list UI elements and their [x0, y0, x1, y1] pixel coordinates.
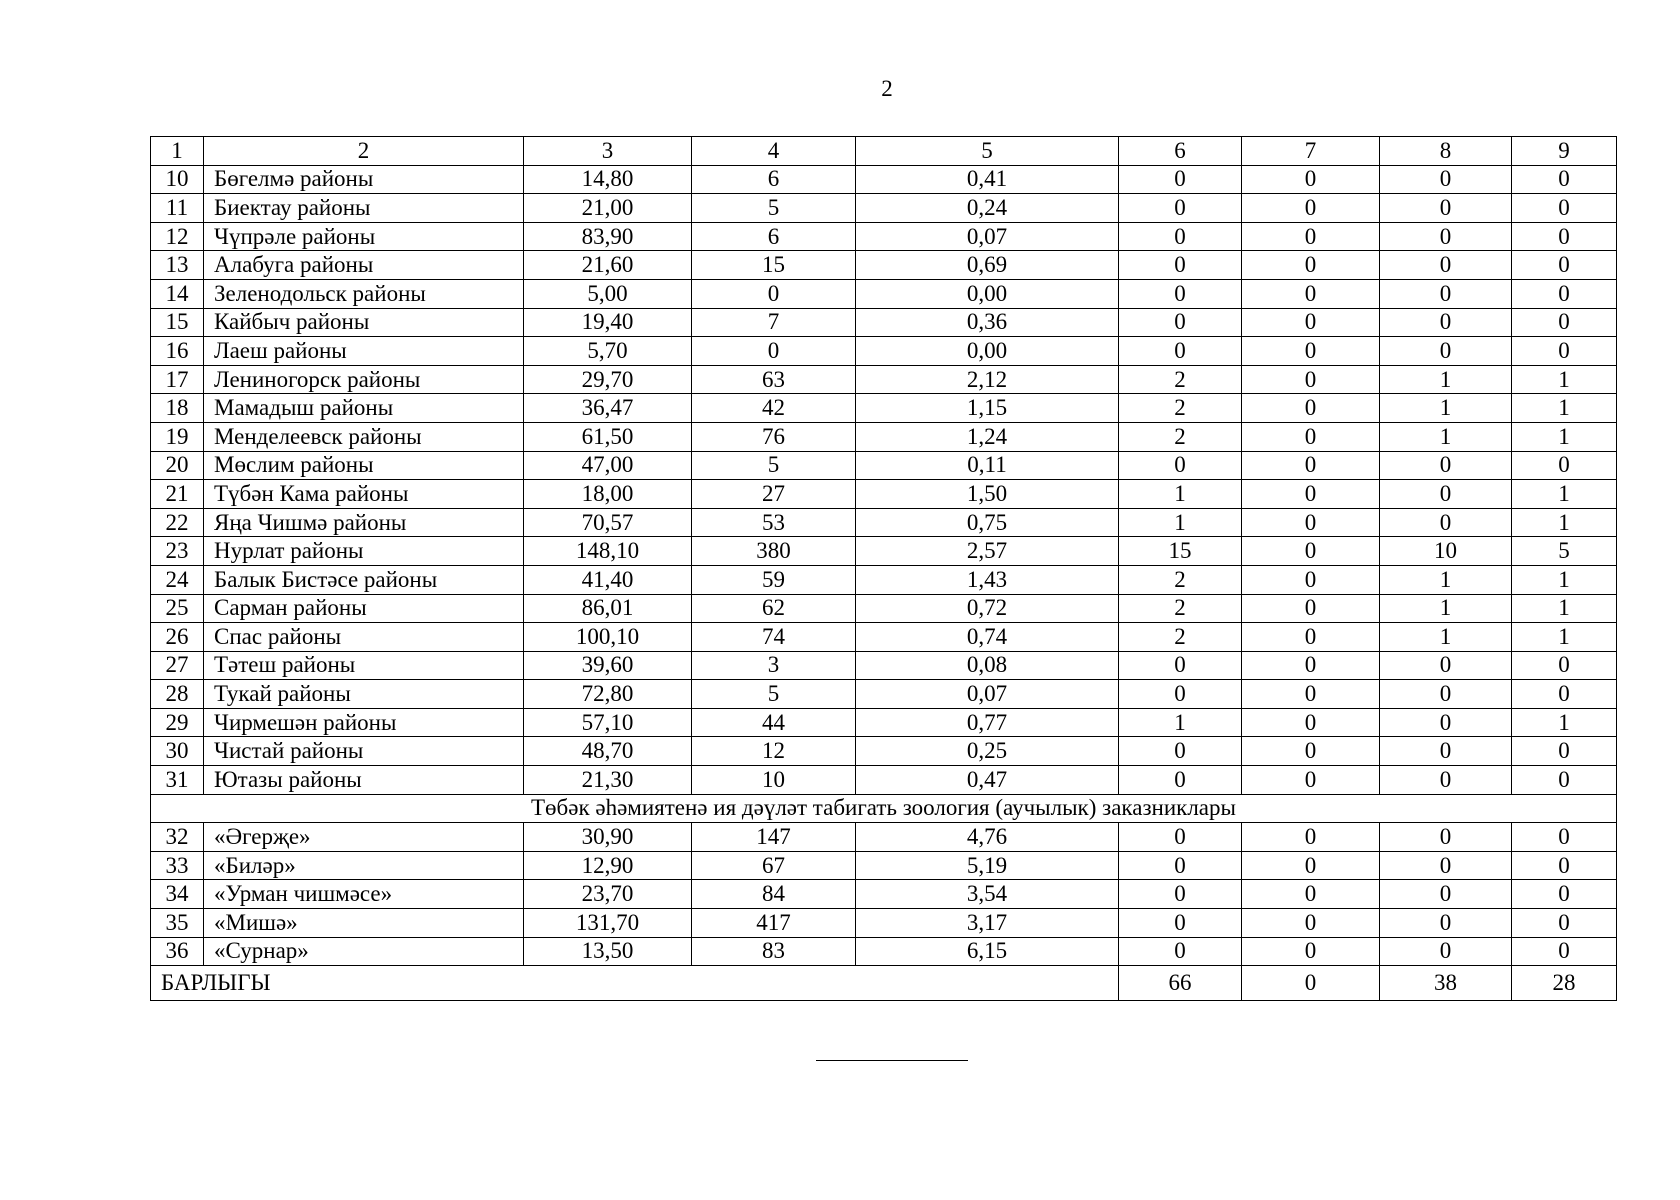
col-4-cell: 380 [692, 537, 856, 566]
table-body [151, 137, 1617, 1001]
col-6-cell: 1 [1119, 708, 1242, 737]
col-7-cell: 0 [1242, 165, 1380, 194]
col-4-cell: 74 [692, 623, 856, 652]
total-row [151, 966, 1617, 1001]
col-9-cell: 1 [1512, 565, 1617, 594]
col-9-cell: 1 [1512, 394, 1617, 423]
name-cell: Лаеш районы [204, 337, 524, 366]
name-cell: Спас районы [204, 623, 524, 652]
row-number-cell: 15 [151, 308, 204, 337]
col-6-cell: 2 [1119, 394, 1242, 423]
col-6-cell: 2 [1119, 365, 1242, 394]
row-number-cell: 23 [151, 537, 204, 566]
column-number-cell: 3 [524, 137, 692, 166]
table-row [151, 251, 1617, 280]
col-9-cell: 0 [1512, 880, 1617, 909]
name-cell: Кайбыч районы [204, 308, 524, 337]
col-6-cell: 0 [1119, 279, 1242, 308]
table-row [151, 222, 1617, 251]
row-number-cell: 26 [151, 623, 204, 652]
col-3-cell: 70,57 [524, 508, 692, 537]
row-number-cell: 27 [151, 651, 204, 680]
table-row [151, 565, 1617, 594]
col-7-cell: 0 [1242, 251, 1380, 280]
col-3-cell: 23,70 [524, 880, 692, 909]
col-3-cell: 13,50 [524, 937, 692, 966]
col-8-cell: 0 [1380, 823, 1512, 852]
footer-rule [816, 1060, 968, 1061]
table-row [151, 308, 1617, 337]
col-8-cell: 1 [1380, 623, 1512, 652]
name-cell: Нурлат районы [204, 537, 524, 566]
col-4-cell: 0 [692, 279, 856, 308]
col-6-cell: 0 [1119, 766, 1242, 795]
col-7-cell: 0 [1242, 308, 1380, 337]
section-row [151, 794, 1617, 823]
col-4-cell: 53 [692, 508, 856, 537]
table-row [151, 365, 1617, 394]
table-row [151, 480, 1617, 509]
col-8-cell: 1 [1380, 594, 1512, 623]
row-number-cell: 33 [151, 851, 204, 880]
col-4-cell: 44 [692, 708, 856, 737]
col-9-cell: 0 [1512, 222, 1617, 251]
col-6-cell: 2 [1119, 565, 1242, 594]
page-number: 2 [881, 76, 893, 101]
col-6-cell: 0 [1119, 737, 1242, 766]
table-row [151, 422, 1617, 451]
col-5-cell: 0,77 [856, 708, 1119, 737]
col-8-cell: 0 [1380, 651, 1512, 680]
name-cell: Биектау районы [204, 194, 524, 223]
name-cell: Зеленодольск районы [204, 279, 524, 308]
name-cell: «Биләр» [204, 851, 524, 880]
section-heading: Төбәк әһәмиятенә ия дәүләт табигать зоология (аучылык) заказниклары [151, 794, 1617, 823]
col-3-cell: 30,90 [524, 823, 692, 852]
col-4-cell: 63 [692, 365, 856, 394]
table-row [151, 909, 1617, 938]
col-5-cell: 0,00 [856, 337, 1119, 366]
name-cell: Бөгелмә районы [204, 165, 524, 194]
col-8-cell: 0 [1380, 880, 1512, 909]
name-cell: Чүпрәле районы [204, 222, 524, 251]
col-7-cell: 0 [1242, 851, 1380, 880]
row-number-cell: 12 [151, 222, 204, 251]
name-cell: Балык Бистәсе районы [204, 565, 524, 594]
header-row [151, 137, 1617, 166]
name-cell: Лениногорск районы [204, 365, 524, 394]
col-8-cell: 0 [1380, 308, 1512, 337]
col-8-cell: 10 [1380, 537, 1512, 566]
col-5-cell: 0,47 [856, 766, 1119, 795]
table-row [151, 880, 1617, 909]
col-9-cell: 0 [1512, 851, 1617, 880]
col-6-cell: 0 [1119, 165, 1242, 194]
name-cell: Чистай районы [204, 737, 524, 766]
col-7-cell: 0 [1242, 594, 1380, 623]
col-3-cell: 21,60 [524, 251, 692, 280]
col-9-cell: 0 [1512, 766, 1617, 795]
col-3-cell: 5,70 [524, 337, 692, 366]
col-7-cell: 0 [1242, 194, 1380, 223]
table-row [151, 194, 1617, 223]
col-6-cell: 2 [1119, 623, 1242, 652]
col-4-cell: 147 [692, 823, 856, 852]
col-4-cell: 59 [692, 565, 856, 594]
col-9-cell: 1 [1512, 422, 1617, 451]
col-9-cell: 0 [1512, 279, 1617, 308]
col-3-cell: 57,10 [524, 708, 692, 737]
col-7-cell: 0 [1242, 651, 1380, 680]
col-7-cell: 0 [1242, 823, 1380, 852]
row-number-cell: 35 [151, 909, 204, 938]
col-3-cell: 12,90 [524, 851, 692, 880]
col-7-cell: 0 [1242, 337, 1380, 366]
col-5-cell: 2,12 [856, 365, 1119, 394]
col-8-cell: 0 [1380, 766, 1512, 795]
col-7-cell: 0 [1242, 680, 1380, 709]
col-6-cell: 0 [1119, 651, 1242, 680]
name-cell: «Урман чишмәсе» [204, 880, 524, 909]
col-4-cell: 84 [692, 880, 856, 909]
col-8-cell: 0 [1380, 937, 1512, 966]
col-6-cell: 0 [1119, 194, 1242, 223]
col-5-cell: 0,24 [856, 194, 1119, 223]
name-cell: «Мишә» [204, 909, 524, 938]
row-number-cell: 14 [151, 279, 204, 308]
col-9-cell: 0 [1512, 680, 1617, 709]
col-8-cell: 0 [1380, 851, 1512, 880]
table-row [151, 337, 1617, 366]
col-8-cell: 0 [1380, 337, 1512, 366]
col-4-cell: 12 [692, 737, 856, 766]
row-number-cell: 29 [151, 708, 204, 737]
col-8-cell: 0 [1380, 708, 1512, 737]
column-number-cell: 6 [1119, 137, 1242, 166]
col-4-cell: 10 [692, 766, 856, 795]
col-9-cell: 1 [1512, 708, 1617, 737]
col-5-cell: 0,74 [856, 623, 1119, 652]
col-7-cell: 0 [1242, 508, 1380, 537]
table-row [151, 937, 1617, 966]
col-7-cell: 0 [1242, 737, 1380, 766]
col-4-cell: 83 [692, 937, 856, 966]
col-8-cell: 0 [1380, 165, 1512, 194]
col-7-cell: 0 [1242, 451, 1380, 480]
col-6-cell: 1 [1119, 508, 1242, 537]
col-3-cell: 86,01 [524, 594, 692, 623]
col-5-cell: 0,25 [856, 737, 1119, 766]
col-4-cell: 15 [692, 251, 856, 280]
col-7-cell: 0 [1242, 623, 1380, 652]
col-6-cell: 0 [1119, 880, 1242, 909]
col-9-cell: 0 [1512, 251, 1617, 280]
col-6-cell: 0 [1119, 337, 1242, 366]
col-8-cell: 1 [1380, 365, 1512, 394]
col-8-cell: 0 [1380, 451, 1512, 480]
col-4-cell: 417 [692, 909, 856, 938]
col-3-cell: 83,90 [524, 222, 692, 251]
name-cell: Мамадыш районы [204, 394, 524, 423]
col-5-cell: 0,69 [856, 251, 1119, 280]
col-3-cell: 18,00 [524, 480, 692, 509]
col-8-cell: 0 [1380, 251, 1512, 280]
column-number-cell: 1 [151, 137, 204, 166]
col-6-cell: 15 [1119, 537, 1242, 566]
col-5-cell: 0,08 [856, 651, 1119, 680]
name-cell: Алабуга районы [204, 251, 524, 280]
row-number-cell: 17 [151, 365, 204, 394]
name-cell: Тәтеш районы [204, 651, 524, 680]
col-9-cell: 0 [1512, 308, 1617, 337]
col-3-cell: 21,30 [524, 766, 692, 795]
col-9-cell: 1 [1512, 365, 1617, 394]
table-row [151, 851, 1617, 880]
table-row [151, 737, 1617, 766]
col-7-cell: 0 [1242, 480, 1380, 509]
col-5-cell: 1,15 [856, 394, 1119, 423]
col-9-cell: 5 [1512, 537, 1617, 566]
col-3-cell: 29,70 [524, 365, 692, 394]
col-8-cell: 1 [1380, 422, 1512, 451]
name-cell: Түбән Кама районы [204, 480, 524, 509]
col-4-cell: 3 [692, 651, 856, 680]
row-number-cell: 31 [151, 766, 204, 795]
col-7-cell: 0 [1242, 937, 1380, 966]
col-5-cell: 0,72 [856, 594, 1119, 623]
col-8-cell: 0 [1380, 680, 1512, 709]
col-9-cell: 0 [1512, 937, 1617, 966]
col-9-cell: 0 [1512, 337, 1617, 366]
column-number-cell: 8 [1380, 137, 1512, 166]
col-8-cell: 0 [1380, 279, 1512, 308]
col-3-cell: 148,10 [524, 537, 692, 566]
col-4-cell: 6 [692, 165, 856, 194]
district-table [150, 136, 1617, 1001]
col-6-cell: 0 [1119, 451, 1242, 480]
table-row [151, 279, 1617, 308]
table-row [151, 451, 1617, 480]
col-5-cell: 1,50 [856, 480, 1119, 509]
name-cell: Яңа Чишмә районы [204, 508, 524, 537]
col-7-cell: 0 [1242, 222, 1380, 251]
name-cell: Чирмешән районы [204, 708, 524, 737]
col-9-cell: 0 [1512, 823, 1617, 852]
row-number-cell: 25 [151, 594, 204, 623]
col-6-cell: 0 [1119, 823, 1242, 852]
col-3-cell: 100,10 [524, 623, 692, 652]
col-4-cell: 42 [692, 394, 856, 423]
col-5-cell: 6,15 [856, 937, 1119, 966]
col-5-cell: 4,76 [856, 823, 1119, 852]
column-number-cell: 9 [1512, 137, 1617, 166]
col-3-cell: 39,60 [524, 651, 692, 680]
table-row [151, 537, 1617, 566]
col-3-cell: 36,47 [524, 394, 692, 423]
col-8-cell: 0 [1380, 480, 1512, 509]
table-row [151, 651, 1617, 680]
row-number-cell: 10 [151, 165, 204, 194]
name-cell: Сарман районы [204, 594, 524, 623]
col-9-cell: 0 [1512, 451, 1617, 480]
name-cell: Тукай районы [204, 680, 524, 709]
col-4-cell: 5 [692, 194, 856, 223]
col-4-cell: 5 [692, 451, 856, 480]
row-number-cell: 36 [151, 937, 204, 966]
column-number-cell: 2 [204, 137, 524, 166]
table-row [151, 708, 1617, 737]
row-number-cell: 16 [151, 337, 204, 366]
row-number-cell: 30 [151, 737, 204, 766]
col-7-cell: 0 [1242, 909, 1380, 938]
name-cell: «Сурнар» [204, 937, 524, 966]
column-number-cell: 5 [856, 137, 1119, 166]
col-8-cell: 1 [1380, 565, 1512, 594]
col-7-cell: 0 [1242, 365, 1380, 394]
col-6-cell: 0 [1119, 308, 1242, 337]
row-number-cell: 13 [151, 251, 204, 280]
col-6-cell: 2 [1119, 422, 1242, 451]
table-row [151, 680, 1617, 709]
total-label: БАРЛЫГЫ [151, 966, 1119, 1001]
column-number-cell: 7 [1242, 137, 1380, 166]
col-4-cell: 0 [692, 337, 856, 366]
col-5-cell: 2,57 [856, 537, 1119, 566]
col-6-cell: 1 [1119, 480, 1242, 509]
col-4-cell: 6 [692, 222, 856, 251]
col-7-cell: 0 [1242, 708, 1380, 737]
col-5-cell: 0,75 [856, 508, 1119, 537]
col-9-cell: 0 [1512, 194, 1617, 223]
col-5-cell: 1,43 [856, 565, 1119, 594]
name-cell: Ютазы районы [204, 766, 524, 795]
col-5-cell: 0,36 [856, 308, 1119, 337]
col-4-cell: 27 [692, 480, 856, 509]
col-7-cell: 0 [1242, 279, 1380, 308]
col-7-cell: 0 [1242, 880, 1380, 909]
col-5-cell: 0,00 [856, 279, 1119, 308]
col-3-cell: 48,70 [524, 737, 692, 766]
col-3-cell: 21,00 [524, 194, 692, 223]
col-8-cell: 1 [1380, 394, 1512, 423]
col-9-cell: 1 [1512, 480, 1617, 509]
total-value-cell: 66 [1119, 966, 1242, 1001]
col-6-cell: 0 [1119, 222, 1242, 251]
col-3-cell: 61,50 [524, 422, 692, 451]
col-3-cell: 19,40 [524, 308, 692, 337]
table-row [151, 165, 1617, 194]
col-8-cell: 0 [1380, 194, 1512, 223]
col-7-cell: 0 [1242, 766, 1380, 795]
col-5-cell: 0,07 [856, 680, 1119, 709]
col-7-cell: 0 [1242, 565, 1380, 594]
name-cell: Менделеевск районы [204, 422, 524, 451]
col-7-cell: 0 [1242, 394, 1380, 423]
col-6-cell: 0 [1119, 851, 1242, 880]
col-6-cell: 2 [1119, 594, 1242, 623]
col-3-cell: 47,00 [524, 451, 692, 480]
col-8-cell: 0 [1380, 737, 1512, 766]
col-7-cell: 0 [1242, 422, 1380, 451]
col-6-cell: 0 [1119, 937, 1242, 966]
col-9-cell: 1 [1512, 594, 1617, 623]
table-row [151, 823, 1617, 852]
col-7-cell: 0 [1242, 537, 1380, 566]
col-8-cell: 0 [1380, 909, 1512, 938]
col-9-cell: 0 [1512, 737, 1617, 766]
table-row [151, 623, 1617, 652]
col-4-cell: 76 [692, 422, 856, 451]
col-4-cell: 7 [692, 308, 856, 337]
col-9-cell: 0 [1512, 651, 1617, 680]
table-row [151, 766, 1617, 795]
row-number-cell: 18 [151, 394, 204, 423]
col-8-cell: 0 [1380, 222, 1512, 251]
col-8-cell: 0 [1380, 508, 1512, 537]
col-6-cell: 0 [1119, 909, 1242, 938]
table-row [151, 508, 1617, 537]
row-number-cell: 32 [151, 823, 204, 852]
name-cell: Мөслим районы [204, 451, 524, 480]
col-5-cell: 0,41 [856, 165, 1119, 194]
col-3-cell: 5,00 [524, 279, 692, 308]
col-9-cell: 0 [1512, 909, 1617, 938]
row-number-cell: 22 [151, 508, 204, 537]
col-3-cell: 72,80 [524, 680, 692, 709]
col-5-cell: 1,24 [856, 422, 1119, 451]
col-9-cell: 1 [1512, 623, 1617, 652]
row-number-cell: 21 [151, 480, 204, 509]
col-3-cell: 131,70 [524, 909, 692, 938]
col-5-cell: 5,19 [856, 851, 1119, 880]
row-number-cell: 20 [151, 451, 204, 480]
col-6-cell: 0 [1119, 251, 1242, 280]
row-number-cell: 11 [151, 194, 204, 223]
col-5-cell: 0,11 [856, 451, 1119, 480]
row-number-cell: 19 [151, 422, 204, 451]
column-number-cell: 4 [692, 137, 856, 166]
col-3-cell: 41,40 [524, 565, 692, 594]
col-3-cell: 14,80 [524, 165, 692, 194]
col-5-cell: 0,07 [856, 222, 1119, 251]
col-4-cell: 62 [692, 594, 856, 623]
col-4-cell: 67 [692, 851, 856, 880]
table-row [151, 594, 1617, 623]
col-9-cell: 0 [1512, 165, 1617, 194]
col-6-cell: 0 [1119, 680, 1242, 709]
row-number-cell: 28 [151, 680, 204, 709]
col-9-cell: 1 [1512, 508, 1617, 537]
total-value-cell: 0 [1242, 966, 1380, 1001]
total-value-cell: 28 [1512, 966, 1617, 1001]
table-row [151, 394, 1617, 423]
name-cell: «Әгерҗе» [204, 823, 524, 852]
row-number-cell: 24 [151, 565, 204, 594]
col-5-cell: 3,54 [856, 880, 1119, 909]
total-value-cell: 38 [1380, 966, 1512, 1001]
row-number-cell: 34 [151, 880, 204, 909]
col-5-cell: 3,17 [856, 909, 1119, 938]
col-4-cell: 5 [692, 680, 856, 709]
